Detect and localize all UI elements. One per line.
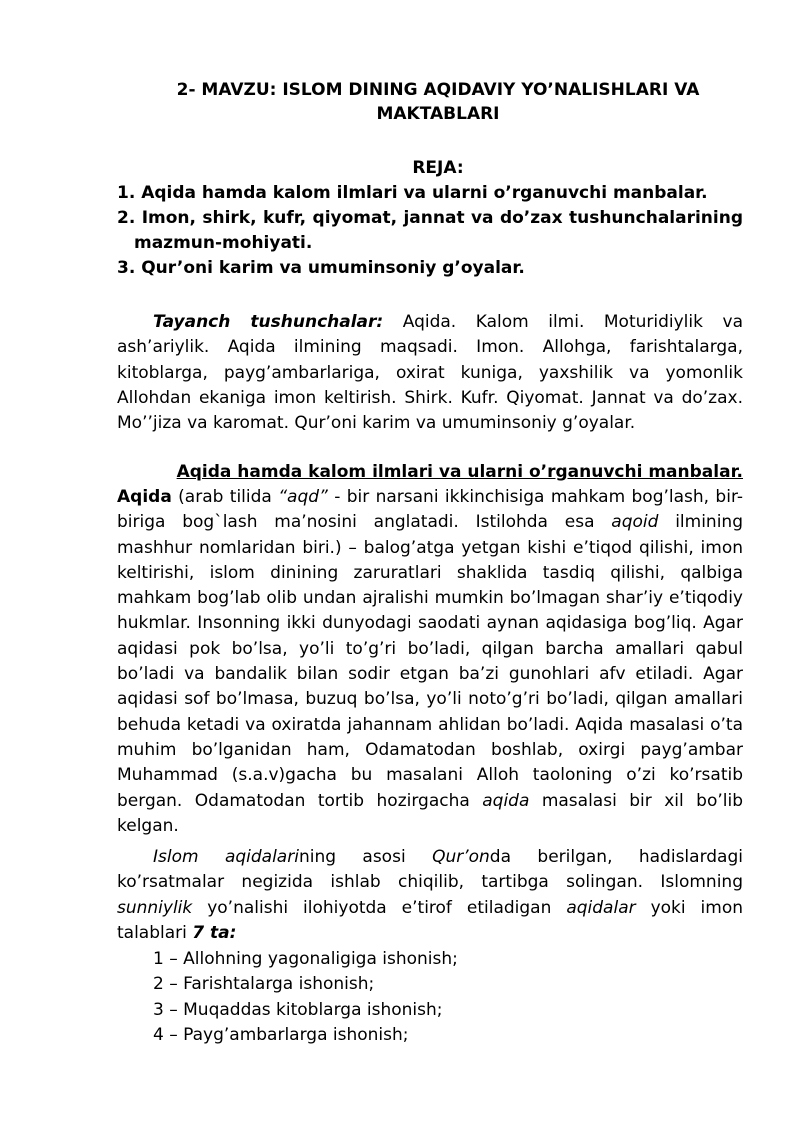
requirements-list xyxy=(153,947,743,1048)
islom-aqidalari-term: Islom aqidalari xyxy=(153,847,299,867)
title-line-2: MAKTABLARI xyxy=(376,104,500,124)
title-line-1: 2- MAVZU: ISLOM DINING AQIDAVIY YO’NALISHLARI VA xyxy=(176,80,700,100)
aqida-text-2: - bir narsani ikkinchisiga mahkam bog’lash, bir-biriga bog`lash ma’nosini anglatadi. Istilohda esa xyxy=(117,487,743,533)
aqida-text-3: ilmining mashhur nomlaridan biri.) – balog’atga yetgan kishi e’tiqod qilishi, imon keltirishi, islom dinining zaruratlari shaklida tasdiq qilishi, qalbiga mahkam bog’lab olib undan ajralishi mumkin bo’lmagan shar’iy e’tiqodiy hukmlar. Insonning ikki dunyodagi saodati aynan aqidasiga bog’liq. Agar aqidasi pok bo’lsa, yo’li to’g’ri bo’ladi, qilgan barcha amallari qabul bo’ladi va bandalik bilan sodir etgan ba’zi gunohlari afv etiladi. Agar aqidasi sof bo’lmasa, buzuq bo’lsa, yo’li noto’g’ri bo’ladi, qilgan amallari behuda ketadi va oxiratda jahannam ahlidan bo’ladi. Aqida masalasi o’ta muhim bo’lganidan ham, Odamatodan boshlab, oxirgi payg’ambar Muhammad (s.a.v)gacha bu masalani Alloh taoloning o’zi ko’rsatib bergan. Odamatodan tortib hozirgacha xyxy=(117,512,743,811)
requirement-item-2: 2 – Farishtalarga ishonish; xyxy=(153,974,375,995)
section-heading: Aqida hamda kalom ilmlari va ularni o’rganuvchi manbalar. xyxy=(176,462,743,482)
requirement-item-1: 1 – Allohning yagonaligiga ishonish; xyxy=(153,949,458,969)
aqd-term: “aqd” xyxy=(278,487,328,507)
aqida-text-4: masalasi bir xil bo’lib kelgan. xyxy=(117,790,743,836)
plan-heading: REJA: xyxy=(412,158,464,178)
plan-item-1: 1. Aqida hamda kalom ilmlari va ularni o’rganuvchi manbalar. xyxy=(117,183,708,203)
key-concepts-label: Tayanch tushunchalar: xyxy=(153,312,384,332)
sunniylik-term: sunniylik xyxy=(117,897,193,918)
seven-count: 7 ta: xyxy=(192,922,237,943)
plan-list xyxy=(117,181,743,281)
aqida-italic-term: aqida xyxy=(482,790,530,811)
islom-text-3: yo’nalishi ilohiyotda e’tirof etiladigan xyxy=(192,897,567,918)
requirement-item-3: 3 – Muqaddas kitoblarga ishonish; xyxy=(153,999,443,1020)
aqoid-term: aqoid xyxy=(611,512,659,533)
requirement-item-4: 4 – Payg’ambarlarga ishonish; xyxy=(153,1024,409,1045)
quron-term: Qur’on xyxy=(432,847,490,867)
aqida-definition-paragraph xyxy=(117,485,743,839)
aqida-term: Aqida xyxy=(117,487,172,507)
islom-text-2: da berilgan, hadislardagi ko’rsatmalar negizida ishlab chiqilib, tartibga solingan. Islomning xyxy=(117,847,743,893)
key-concepts-text: Aqida. Kalom ilmi. Moturidiylik va ash’ariylik. Aqida ilmining maqsadi. Imon. Allohga, farishtalarga, kitoblarga, payg’ambarlariga, oxirat kuniga, yaxshilik va yomonlik Allohdan ekaniga imon keltirish. Shirk. Kufr. Qiyomat. Jannat va do’zax. Mo’’jiza va karomat. Qur’oni karim va umuminsoniy g’oyalar. xyxy=(117,312,743,434)
islam-creeds-paragraph xyxy=(117,845,743,946)
aqida-text-1: (arab tilida xyxy=(171,487,279,507)
aqidalar-term: aqidalar xyxy=(566,897,636,918)
plan-item-2: 2. Imon, shirk, kufr, qiyomat, jannat va do’zax tushunchalarining mazmun-mohiyati. xyxy=(117,208,743,253)
key-concepts-paragraph xyxy=(117,310,743,436)
islom-text-4: yoki imon talablari xyxy=(117,897,744,943)
islom-text-1: ning asosi xyxy=(298,847,433,867)
document-title xyxy=(120,78,756,126)
plan-item-3: 3. Qur’oni karim va umuminsoniy g’oyalar. xyxy=(117,258,525,278)
